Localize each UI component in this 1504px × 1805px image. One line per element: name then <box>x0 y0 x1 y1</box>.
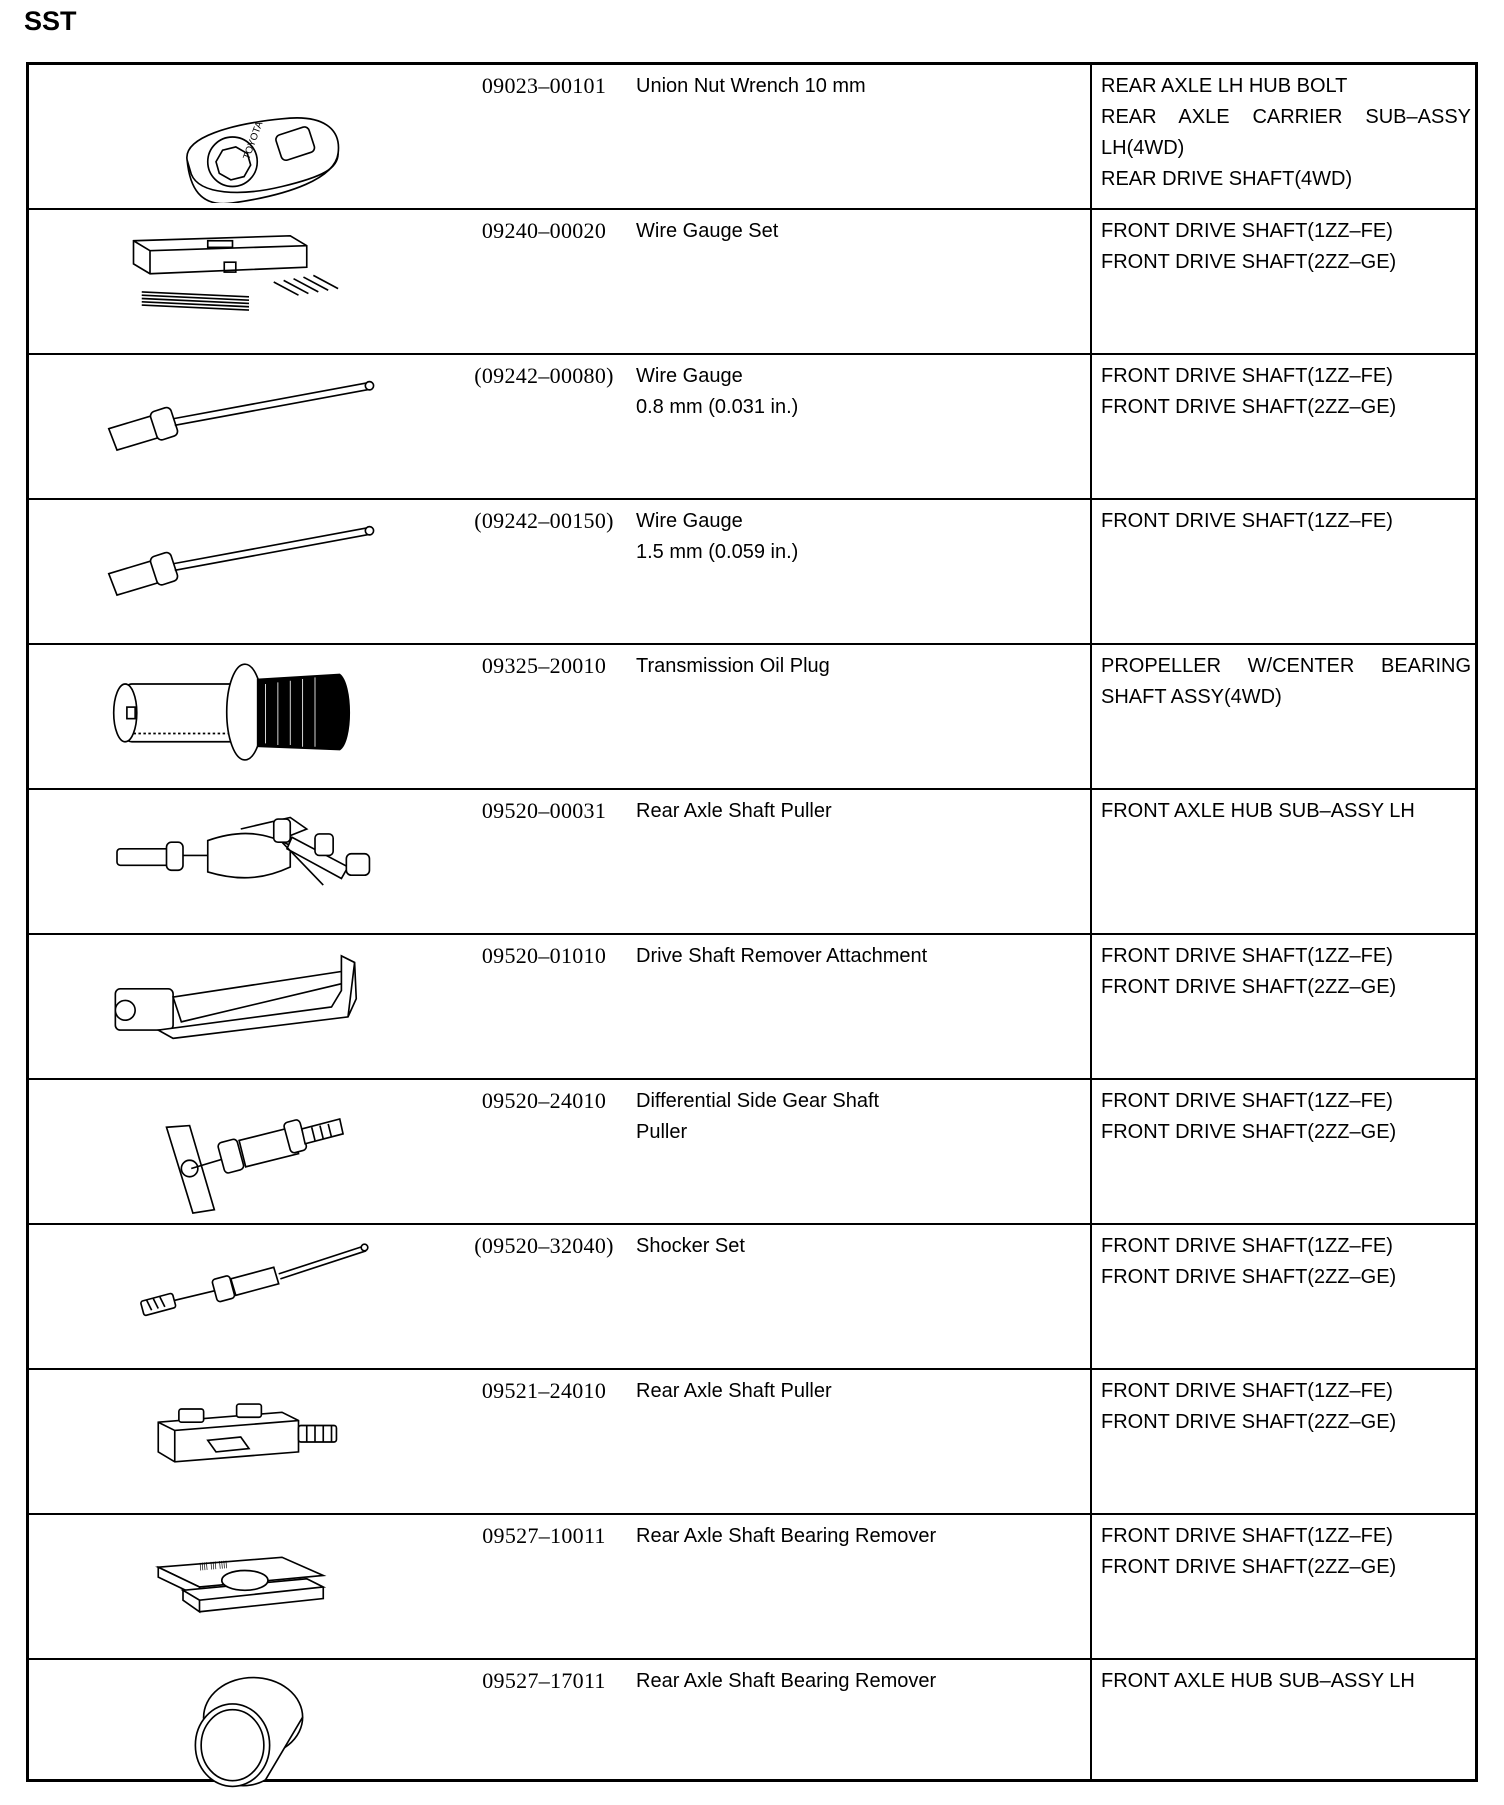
part-name-line: Rear Axle Shaft Bearing Remover <box>636 1525 937 1547</box>
part-name <box>636 651 1076 682</box>
sst-row-4 <box>29 500 1475 645</box>
usage-line: FRONT DRIVE SHAFT(2ZZ–GE) <box>1101 396 1397 418</box>
usage-line: PROPELLER W/CENTER BEARING <box>1101 655 1471 677</box>
sst-row-12 <box>29 1660 1475 1805</box>
part-name <box>636 71 1076 102</box>
sst-row-1 <box>29 65 1475 210</box>
part-number: 09520–00031 <box>481 798 607 823</box>
part-number: 09521–24010 <box>481 1378 607 1403</box>
usage-line: FRONT DRIVE SHAFT(1ZZ–FE) <box>1101 1380 1393 1402</box>
usage-list <box>1101 71 1471 195</box>
usage-list <box>1101 651 1471 713</box>
union-nut-wrench-illustration <box>39 71 459 203</box>
sst-row-11 <box>29 1515 1475 1660</box>
part-number: (09242–00080) <box>474 363 614 388</box>
usage-list <box>1101 1376 1471 1438</box>
part-name <box>636 796 1076 827</box>
sst-row-8 <box>29 1080 1475 1225</box>
usage-line: FRONT DRIVE SHAFT(2ZZ–GE) <box>1101 1411 1397 1433</box>
part-name <box>636 506 1076 568</box>
part-name-line: Rear Axle Shaft Bearing Remover <box>636 1670 937 1692</box>
part-number: 09527–17011 <box>482 1668 606 1693</box>
usage-line: FRONT DRIVE SHAFT(1ZZ–FE) <box>1101 945 1393 967</box>
usage-line: FRONT DRIVE SHAFT(1ZZ–FE) <box>1101 1090 1393 1112</box>
page-heading: SST <box>24 6 77 36</box>
usage-list <box>1101 1231 1471 1293</box>
rear-axle-shaft-puller-illustration <box>39 796 459 928</box>
part-number: (09242–00150) <box>474 508 614 533</box>
part-name-line: Wire Gauge Set <box>636 220 779 242</box>
sst-row-2 <box>29 210 1475 355</box>
bearing-remover-cup-illustration <box>39 1666 459 1798</box>
part-name-line: Drive Shaft Remover Attachment <box>636 945 928 967</box>
sst-row-10 <box>29 1370 1475 1515</box>
usage-line: REAR AXLE LH HUB BOLT <box>1101 75 1348 97</box>
svg-text:|||| ||| ||||: |||| ||| |||| <box>198 1559 228 1571</box>
part-number: 09520–24010 <box>481 1088 607 1113</box>
sst-table <box>26 62 1478 1782</box>
usage-line: FRONT DRIVE SHAFT(2ZZ–GE) <box>1101 1556 1397 1578</box>
part-name <box>636 941 1076 972</box>
wire-gauge-illustration <box>39 506 459 638</box>
part-number: 09240–00020 <box>481 218 607 243</box>
usage-line: REAR DRIVE SHAFT(4WD) <box>1101 168 1353 190</box>
bearing-remover-plate-illustration <box>39 1521 459 1653</box>
transmission-oil-plug-illustration <box>39 651 459 783</box>
part-name <box>636 1086 1076 1148</box>
usage-line: FRONT AXLE HUB SUB–ASSY LH <box>1101 1670 1415 1692</box>
usage-line: FRONT DRIVE SHAFT(2ZZ–GE) <box>1101 1121 1397 1143</box>
sst-row-9 <box>29 1225 1475 1370</box>
part-name <box>636 1666 1076 1697</box>
wire-gauge-illustration <box>39 361 459 493</box>
usage-list <box>1101 216 1471 278</box>
usage-list <box>1101 1666 1471 1697</box>
part-name <box>636 216 1076 247</box>
part-name <box>636 1521 1076 1552</box>
part-name-line: Transmission Oil Plug <box>636 655 830 677</box>
sst-row-5 <box>29 645 1475 790</box>
wire-gauge-set-illustration <box>39 216 459 348</box>
part-name-line: Puller <box>636 1121 688 1143</box>
usage-line: FRONT DRIVE SHAFT(1ZZ–FE) <box>1101 220 1393 242</box>
part-name <box>636 1376 1076 1407</box>
part-name <box>636 1231 1076 1262</box>
part-number: (09520–32040) <box>474 1233 614 1258</box>
drive-shaft-remover-attachment-illustration <box>39 941 459 1073</box>
part-name-line: Rear Axle Shaft Puller <box>636 800 832 822</box>
usage-line: SHAFT ASSY(4WD) <box>1101 686 1282 708</box>
sst-row-7 <box>29 935 1475 1080</box>
sst-row-3 <box>29 355 1475 500</box>
part-number: 09023–00101 <box>481 73 607 98</box>
part-name-line: Wire Gauge <box>636 365 743 387</box>
svg-text:TOYOTA: TOYOTA <box>241 120 266 162</box>
usage-line: FRONT DRIVE SHAFT(1ZZ–FE) <box>1101 1525 1393 1547</box>
part-number: 09527–10011 <box>482 1523 606 1548</box>
part-name-line: 1.5 mm (0.059 in.) <box>636 541 799 563</box>
usage-line: LH(4WD) <box>1101 137 1185 159</box>
part-name-line: Rear Axle Shaft Puller <box>636 1380 832 1402</box>
usage-line: FRONT DRIVE SHAFT(1ZZ–FE) <box>1101 365 1393 387</box>
part-name-line: Wire Gauge <box>636 510 743 532</box>
part-name-line: Differential Side Gear Shaft <box>636 1090 880 1112</box>
part-name-line: Union Nut Wrench 10 mm <box>636 75 866 97</box>
usage-list <box>1101 506 1471 537</box>
side-gear-shaft-puller-illustration <box>39 1086 459 1218</box>
usage-list <box>1101 361 1471 423</box>
shocker-set-illustration <box>39 1231 459 1363</box>
part-name <box>636 361 1076 423</box>
usage-list <box>1101 1086 1471 1148</box>
usage-line: REAR AXLE CARRIER SUB–ASSY <box>1101 106 1471 128</box>
usage-line: FRONT DRIVE SHAFT(2ZZ–GE) <box>1101 976 1397 998</box>
usage-list <box>1101 796 1471 827</box>
usage-line: FRONT DRIVE SHAFT(1ZZ–FE) <box>1101 510 1393 532</box>
part-name-line: 0.8 mm (0.031 in.) <box>636 396 799 418</box>
usage-line: FRONT AXLE HUB SUB–ASSY LH <box>1101 800 1415 822</box>
usage-list <box>1101 941 1471 1003</box>
part-number: 09520–01010 <box>481 943 607 968</box>
rear-axle-shaft-puller-2-illustration <box>39 1376 459 1508</box>
sst-row-6 <box>29 790 1475 935</box>
usage-line: FRONT DRIVE SHAFT(1ZZ–FE) <box>1101 1235 1393 1257</box>
usage-line: FRONT DRIVE SHAFT(2ZZ–GE) <box>1101 251 1397 273</box>
usage-line: FRONT DRIVE SHAFT(2ZZ–GE) <box>1101 1266 1397 1288</box>
part-number: 09325–20010 <box>481 653 607 678</box>
usage-list <box>1101 1521 1471 1583</box>
part-name-line: Shocker Set <box>636 1235 745 1257</box>
